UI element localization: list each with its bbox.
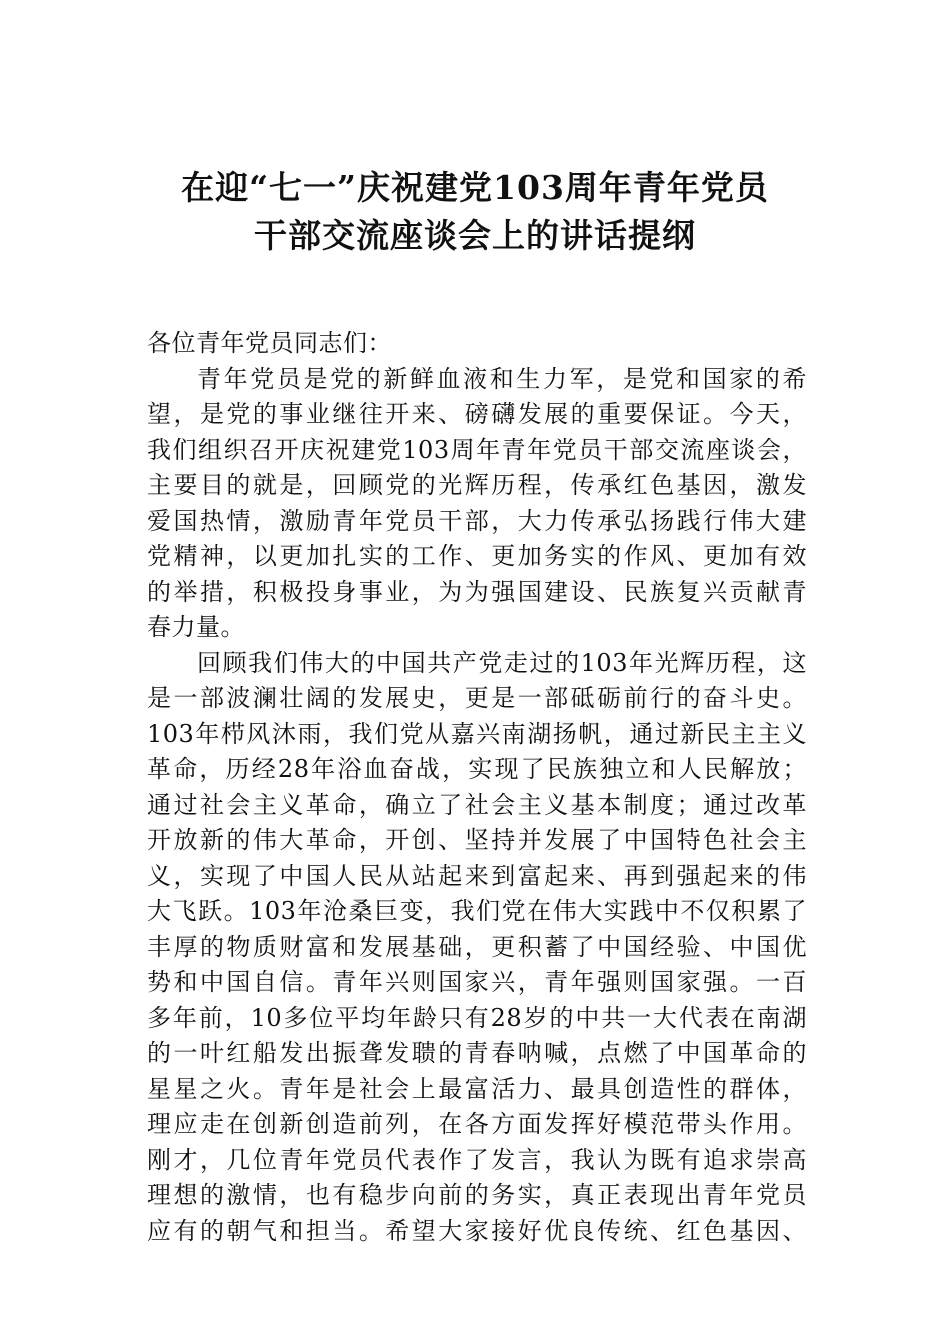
body-line: 望，是党的事业继往开来、磅礴发展的重要保证。今天，	[147, 400, 807, 428]
body-line: 是一部波澜壮阔的发展史，更是一部砥砺前行的奋斗史。	[147, 684, 807, 712]
body-line: 星星之火。青年是社会上最富活力、最具创造性的群体，	[147, 1074, 807, 1103]
body-line: 春力量。	[147, 613, 245, 641]
body-line: 革命，历经28年浴血奋战，实现了民族独立和人民解放；	[147, 755, 807, 783]
body-line: 义，实现了中国人民从站起来到富起来、再到强起来的伟	[147, 861, 807, 890]
body-line: 的举措，积极投身事业，为为强国建设、民族复兴贡献青	[147, 577, 807, 606]
document-title-line-1: 在迎“七一”庆祝建党103周年青年党员	[181, 168, 769, 207]
body-line: 丰厚的物质财富和发展基础，更积蓄了中国经验、中国优	[147, 932, 807, 961]
body-line: 理应走在创新创造前列，在各方面发挥好模范带头作用。	[147, 1110, 807, 1138]
body-line: 大飞跃。103年沧桑巨变，我们党在伟大实践中不仅积累了	[147, 897, 807, 925]
body-line: 主要目的就是，回顾党的光辉历程，传承红色基因，激发	[147, 471, 807, 499]
body-line: 刚才，几位青年党员代表作了发言，我认为既有追求崇高	[147, 1145, 807, 1174]
body-line: 开放新的伟大革命，开创、坚持并发展了中国特色社会主	[147, 826, 807, 854]
document-title-line-2: 干部交流座谈会上的讲话提纲	[254, 216, 696, 255]
body-line: 青年党员是党的新鲜血液和生力军，是党和国家的希	[197, 364, 807, 393]
body-line: 通过社会主义革命，确立了社会主义基本制度；通过改革	[147, 790, 807, 819]
body-line: 应有的朝气和担当。希望大家接好优良传统、红色基因、	[147, 1216, 807, 1245]
body-line: 多年前，10多位平均年龄只有28岁的中共一大代表在南湖	[147, 1003, 807, 1032]
body-line: 爱国热情，激励青年党员干部，大力传承弘扬践行伟大建	[147, 506, 807, 535]
body-line: 我们组织召开庆祝建党103周年青年党员干部交流座谈会，	[147, 435, 807, 464]
body-line: 103年栉风沐雨，我们党从嘉兴南湖扬帆，通过新民主主义	[147, 719, 807, 748]
document-body	[147, 326, 807, 1249]
body-line: 势和中国自信。青年兴则国家兴，青年强则国家强。一百	[147, 968, 807, 996]
body-line: 理想的激情，也有稳步向前的务实，真正表现出青年党员	[147, 1181, 807, 1209]
body-line: 回顾我们伟大的中国共产党走过的103年光辉历程，这	[197, 648, 807, 677]
body-line: 的一叶红船发出振聋发聩的青春呐喊，点燃了中国革命的	[147, 1039, 807, 1067]
salutation: 各位青年党员同志们：	[147, 329, 392, 357]
body-line: 党精神，以更加扎实的工作、更加务实的作风、更加有效	[147, 542, 807, 570]
